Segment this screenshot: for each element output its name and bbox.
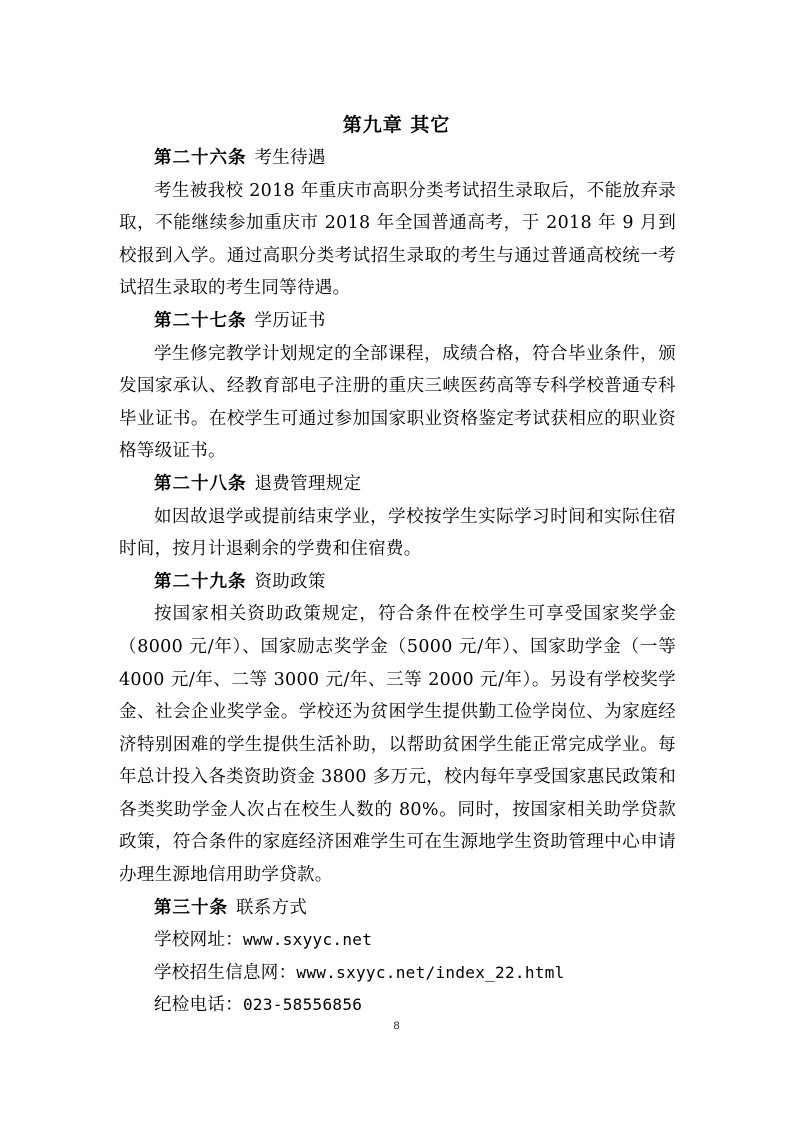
page-number: 8 (393, 1020, 400, 1032)
contact-label: 学校网址： (154, 930, 243, 951)
contact-label: 纪检电话： (154, 995, 243, 1016)
article-paragraph: 如因故退学或提前结束学业，学校按学生实际学习时间和实际住宿时间，按月计退剩余的学费和住宿费。 (119, 506, 676, 560)
article-heading (119, 892, 676, 925)
article-title: 资助政策 (254, 571, 326, 592)
contact-line-phone (119, 989, 676, 1022)
article-title: 学历证书 (254, 310, 326, 331)
article-paragraph: 考生被我校 2018 年重庆市高职分类考试招生录取后，不能放弃录取，不能继续参加重庆市 2018 年全国普通高考，于 2018 年 9 月到校报到入学。通过高职分类考试招生录取的考生与通过普通高校统一考试招生录取的考生同等待遇。 (119, 180, 676, 299)
article-paragraph: 按国家相关资助政策规定，符合条件在校学生可享受国家奖学金（8000 元/年）、国家励志奖学金（5000 元/年）、国家助学金（一等 4000 元/年、二等 3000 元/年、三等 2000 元/年）。另设有学校奖学金、社会企业奖学金。学校还为贫困学生提供勤工俭学岗位、为家庭经济特别困难的学生提供生活补助，以帮助贫困学生能正常完成学业。每年总计投入各类资助资金 3800 多万元，校内每年享受国家惠民政策和各类奖助学金人次占在校生人数的 80%。同时，按国家相关助学贷款政策，符合条件的家庭经济困难学生可在生源地学生资助管理中心申请办理生源地信用助学贷款。 (119, 604, 676, 886)
article-number: 第二十七条 (154, 310, 247, 331)
article-title: 联系方式 (236, 897, 308, 918)
article-heading (119, 468, 676, 501)
article-heading (119, 566, 676, 599)
article-number: 第三十条 (154, 897, 228, 918)
phone-number: 023-58556856 (243, 995, 363, 1015)
article-heading (119, 305, 676, 338)
article-title: 考生待遇 (254, 148, 326, 168)
article-title: 退费管理规定 (254, 473, 362, 494)
article-paragraph: 学生修完教学计划规定的全部课程，成绩合格，符合毕业条件，颁发国家承认、经教育部电子注册的重庆三峡医药高等专科学校普通专科毕业证书。在校学生可通过参加国家职业资格鉴定考试获相应的职业资格等级证书。 (119, 343, 676, 462)
website-link[interactable]: www.sxyyc.net (243, 930, 373, 950)
contact-line-admissions-site (119, 957, 676, 990)
contact-label: 学校招生信息网： (154, 962, 297, 983)
admissions-site-link[interactable]: www.sxyyc.net/index_22.html (296, 962, 565, 982)
article-number: 第二十六条 (154, 148, 247, 168)
article-number: 第二十九条 (154, 571, 247, 592)
article-heading (119, 142, 676, 175)
chapter-title: 第九章 其它 (342, 114, 451, 136)
contact-line-website (119, 924, 676, 957)
document-body (119, 142, 676, 1022)
article-number: 第二十八条 (154, 473, 247, 494)
